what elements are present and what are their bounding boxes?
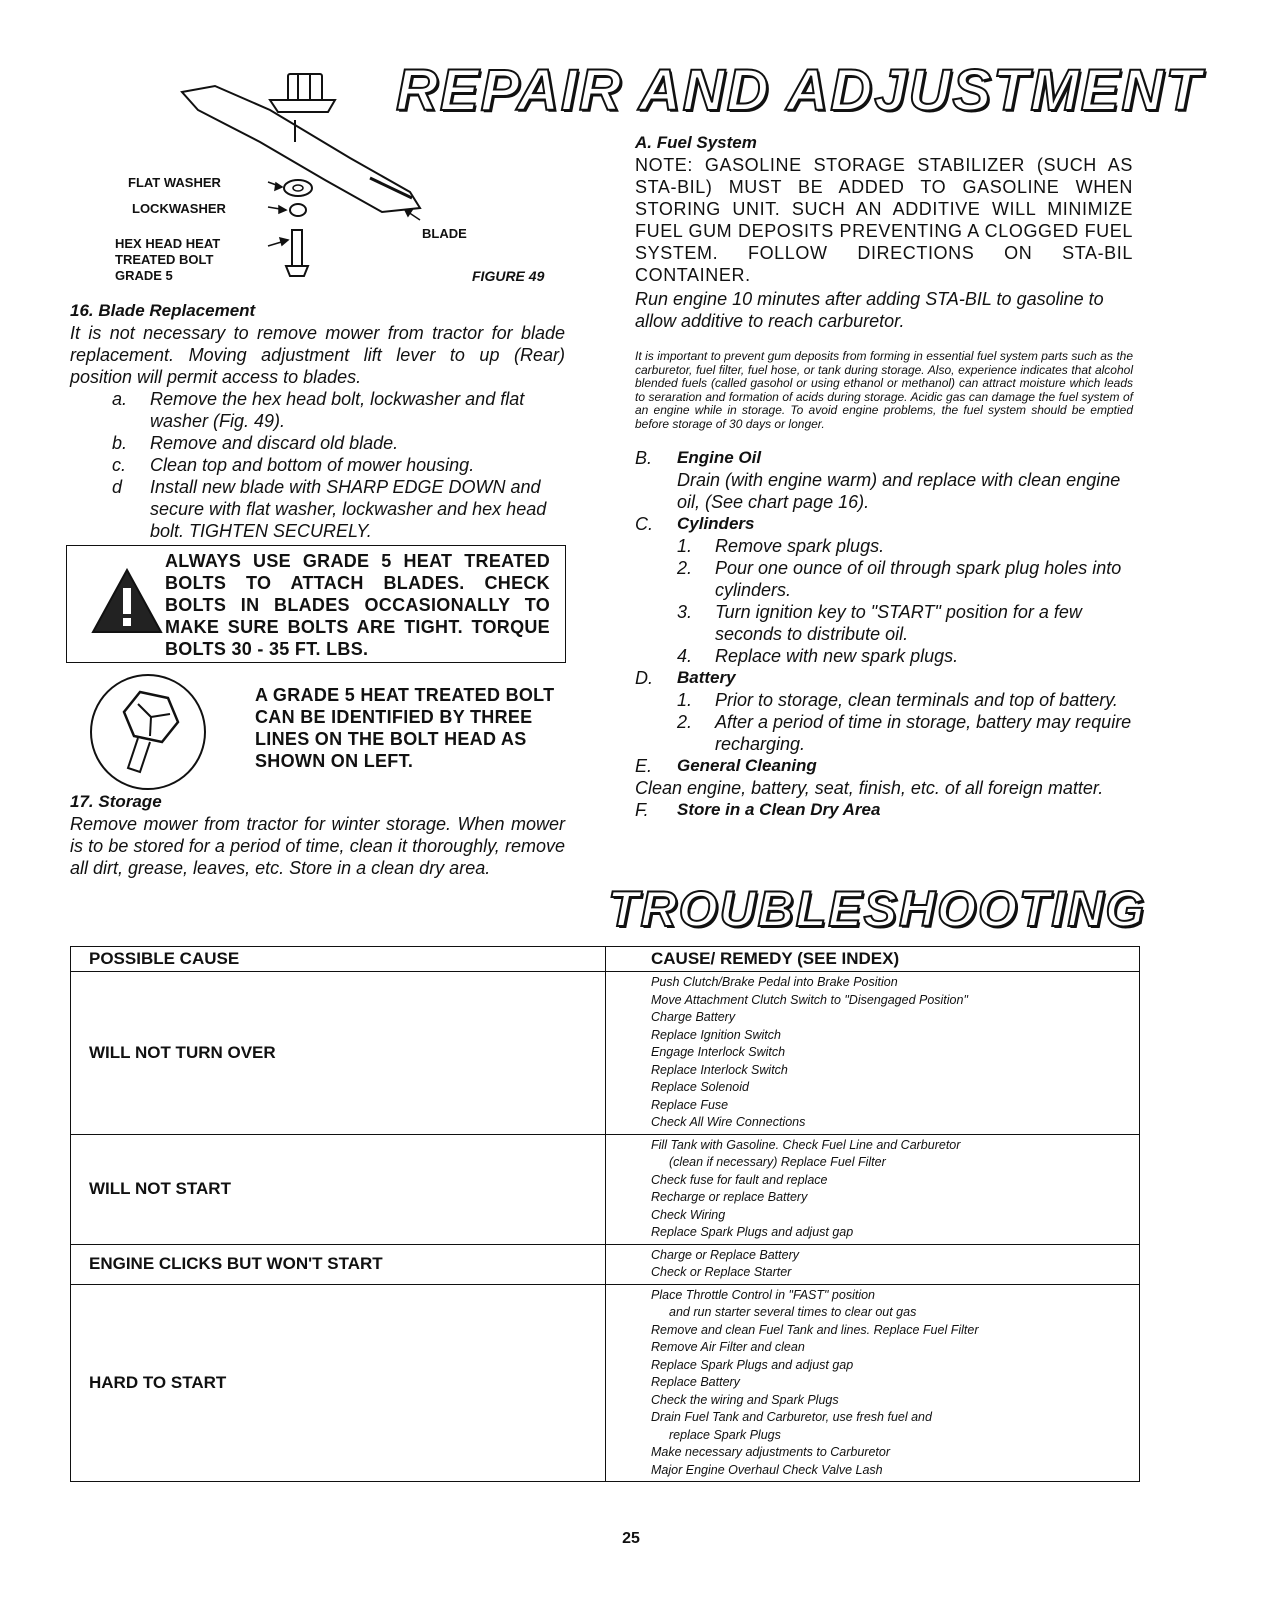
blade-steps: [70, 388, 565, 542]
step-text: Remove and discard old blade.: [150, 433, 399, 453]
step-text: Prior to storage, clean terminals and top of battery.: [715, 690, 1118, 710]
store-clean-heading: Store in a Clean Dry Area: [677, 800, 881, 819]
remedy-line: (clean if necessary) Replace Fuel Filter: [669, 1155, 886, 1169]
list-item: [677, 535, 1133, 557]
step-marker: 4.: [677, 646, 693, 666]
bolt-head-icon: [88, 672, 208, 792]
engine-oil-text: Drain (with engine warm) and replace with clean engine oil, (See chart page 16).: [677, 470, 1121, 512]
list-item: [677, 601, 1133, 645]
fuel-system-note: NOTE: GASOLINE STORAGE STABILIZER (SUCH AS STA-BIL) MUST BE ADDED TO GASOLINE WHEN STORING UNIT. SUCH AN ADDITIVE WILL MINIMIZE FUEL GUM DEPOSITS PREVENTING A CLOGGED FUEL SYSTEM. FOLLOW DIRECTIONS ON STA-BIL CONTAINER.: [635, 155, 1133, 285]
remedy-line: Replace Spark Plugs and adjust gap: [651, 1225, 854, 1239]
remedy-line: Recharge or replace Battery: [651, 1190, 808, 1204]
step-marker: b.: [112, 433, 128, 453]
remedy-line: Check the wiring and Spark Plugs: [651, 1392, 839, 1407]
store-clean-section: [635, 799, 1133, 821]
remedy-line: Charge or Replace Battery: [651, 1247, 799, 1262]
section-marker: B.: [635, 448, 653, 468]
bolt-label-line3: GRADE 5: [115, 268, 173, 283]
list-item: [677, 557, 1133, 601]
remedy-line: Check fuse for fault and replace: [651, 1172, 828, 1187]
remedy-line: Major Engine Overhaul Check Valve Lash: [651, 1462, 883, 1477]
table-row: [71, 972, 1140, 1135]
cylinders-section: [635, 513, 1133, 667]
remedy-line: Replace Solenoid: [651, 1080, 749, 1094]
table-row: [71, 1134, 1140, 1244]
section-marker: C.: [635, 514, 653, 534]
remedy-cell: [606, 972, 1140, 1135]
step-text: Pour one ounce of oil through spark plug holes into cylinders.: [715, 558, 1122, 600]
list-item: [677, 711, 1133, 755]
remedy-line: replace Spark Plugs: [669, 1427, 781, 1442]
spindle-shape: [270, 74, 335, 112]
section-marker: E.: [635, 756, 653, 776]
table-header-row: [71, 947, 1140, 972]
list-item: [677, 645, 1133, 667]
section-marker: F.: [635, 800, 649, 820]
step-marker: a.: [112, 389, 128, 409]
lockwasher-label: LOCKWASHER: [132, 201, 226, 216]
remedy-line: Push Clutch/Brake Pedal into Brake Position: [651, 975, 898, 989]
blade-replacement-intro: It is not necessary to remove mower from tractor for blade replacement. Moving adjustment lift lever to up (Rear) position will permit access to blades.: [70, 323, 565, 387]
step-marker: c.: [112, 455, 127, 475]
grade5-note: A GRADE 5 HEAT TREATED BOLT CAN BE IDENTIFIED BY THREE LINES ON THE BOLT HEAD AS SHOWN ON LEFT.: [255, 685, 555, 771]
remedy-line: Check All Wire Connections: [651, 1115, 806, 1129]
list-item: [677, 689, 1133, 711]
warning-box: [66, 545, 566, 663]
remedy-line: Move Attachment Clutch Switch to "Disengaged Position": [651, 992, 968, 1007]
list-item: [112, 476, 565, 542]
cause-cell: HARD TO START: [71, 1284, 606, 1482]
remedy-cell: [606, 1284, 1140, 1482]
remedy-line: Place Throttle Control in "FAST" position: [651, 1287, 876, 1302]
cause-cell: WILL NOT TURN OVER: [71, 972, 606, 1135]
fuel-system-run: Run engine 10 minutes after adding STA-BIL to gasoline to allow additive to reach carburetor.: [635, 289, 1104, 331]
remedy-line: and run starter several times to clear out gas: [669, 1305, 917, 1319]
battery-heading: Battery: [677, 668, 736, 687]
troubleshooting-title: TROUBLESHOOTING: [608, 881, 1147, 937]
fuel-system-heading: A. Fuel System: [635, 133, 757, 152]
flat-washer-label: FLAT WASHER: [128, 175, 221, 190]
battery-section: [635, 667, 1133, 755]
step-marker: 3.: [677, 602, 693, 622]
general-cleaning-section: [635, 755, 1133, 799]
table-row: [71, 1244, 1140, 1284]
step-text: Install new blade with SHARP EDGE DOWN and secure with flat washer, lockwasher and hex head bolt. TIGHTEN SECURELY.: [150, 477, 547, 541]
remedy-line: Replace Spark Plugs and adjust gap: [651, 1357, 854, 1372]
general-cleaning-heading: General Cleaning: [677, 756, 817, 775]
page-number: 25: [622, 1530, 640, 1547]
step-text: Remove spark plugs.: [715, 536, 885, 556]
remedy-line: Make necessary adjustments to Carburetor: [651, 1445, 890, 1459]
troubleshooting-table: [70, 946, 1140, 1482]
fuel-system-fine-print: It is important to prevent gum deposits from forming in essential fuel system parts such as the carburetor, fuel filter, fuel hose, or tank during storage. Also, experience indicates that alcohol blended fuels (called gasohol or using ethanol or methanol) can attract moisture which leads to seraration and formation of acids during storage. Acidic gas can damage the fuel system of an engine while in storage. To avoid engine problems, the fuel system should be emptied before storage of 30 days or longer.: [635, 349, 1133, 431]
step-text: Remove the hex head bolt, lockwasher and flat washer (Fig. 49).: [150, 389, 525, 431]
step-text: Turn ignition key to "START" position for a few seconds to distribute oil.: [715, 602, 1082, 644]
remedy-line: Replace Fuse: [651, 1097, 729, 1112]
remedy-line: Remove Air Filter and clean: [651, 1340, 805, 1354]
storage-text: Remove mower from tractor for winter storage. When mower is to be stored for a period of time, clean it thoroughly, remove all dirt, grease, leaves, etc. Store in a clean dry area.: [70, 814, 565, 878]
remedy-line: Drain Fuel Tank and Carburetor, use fresh fuel and: [651, 1410, 932, 1424]
step-marker: 1.: [677, 690, 693, 710]
step-marker: 2.: [677, 558, 693, 578]
remedy-line: Replace Ignition Switch: [651, 1027, 781, 1042]
blade-replacement-heading: 16. Blade Replacement: [70, 301, 256, 320]
remedy-line: Check or Replace Starter: [651, 1265, 792, 1279]
step-marker: 2.: [677, 712, 693, 732]
remedy-line: Fill Tank with Gasoline. Check Fuel Line and Carburetor: [651, 1137, 961, 1152]
remedy-line: Replace Interlock Switch: [651, 1062, 788, 1077]
remedy-line: Check Wiring: [651, 1207, 726, 1222]
engine-oil-heading: Engine Oil: [677, 448, 762, 467]
section-marker: D.: [635, 668, 653, 688]
col-cause-header: POSSIBLE CAUSE: [71, 947, 606, 972]
list-item: [112, 388, 565, 432]
step-marker: 1.: [677, 536, 693, 556]
cylinders-heading: Cylinders: [677, 514, 755, 533]
cause-cell: WILL NOT START: [71, 1134, 606, 1244]
storage-heading: 17. Storage: [70, 792, 162, 811]
figure-49: [115, 70, 570, 295]
page-title: REPAIR AND ADJUSTMENT: [396, 58, 1203, 123]
storage-section: [70, 791, 565, 879]
blade-label: BLADE: [422, 226, 467, 241]
step-text: Replace with new spark plugs.: [715, 646, 959, 666]
bolt-label-line1: HEX HEAD HEAT: [115, 236, 221, 251]
engine-oil-section: [635, 447, 1133, 513]
remedy-line: Replace Battery: [651, 1375, 740, 1389]
warning-text: ALWAYS USE GRADE 5 HEAT TREATED BOLTS TO ATTACH BLADES. CHECK BOLTS IN BLADES OCCASIONALLY TO MAKE SURE BOLTS ARE TIGHT. TORQUE BOLTS 30 - 35 FT. LBS.: [165, 551, 550, 659]
warning-triangle-icon: [91, 568, 163, 634]
general-cleaning-text: Clean engine, battery, seat, finish, etc. of all foreign matter.: [635, 778, 1104, 798]
figure-caption: FIGURE 49: [472, 268, 545, 284]
remedy-line: Engage Interlock Switch: [651, 1045, 786, 1059]
remedy-cell: [606, 1244, 1140, 1284]
step-text: After a period of time in storage, battery may require recharging.: [715, 712, 1132, 754]
right-column: [635, 132, 1133, 821]
bolt-label-line2: TREATED BOLT: [115, 252, 214, 267]
step-marker: d: [112, 477, 123, 497]
remedy-line: Remove and clean Fuel Tank and lines. Replace Fuel Filter: [651, 1322, 979, 1337]
blade-replacement-section: [70, 300, 565, 542]
step-text: Clean top and bottom of mower housing.: [150, 455, 475, 475]
remedy-line: Charge Battery: [651, 1010, 736, 1024]
list-item: [112, 454, 565, 476]
table-row: [71, 1284, 1140, 1482]
list-item: [112, 432, 565, 454]
col-remedy-header: CAUSE/ REMEDY (SEE INDEX): [606, 947, 1140, 972]
cause-cell: ENGINE CLICKS BUT WON'T START: [71, 1244, 606, 1284]
remedy-cell: [606, 1134, 1140, 1244]
